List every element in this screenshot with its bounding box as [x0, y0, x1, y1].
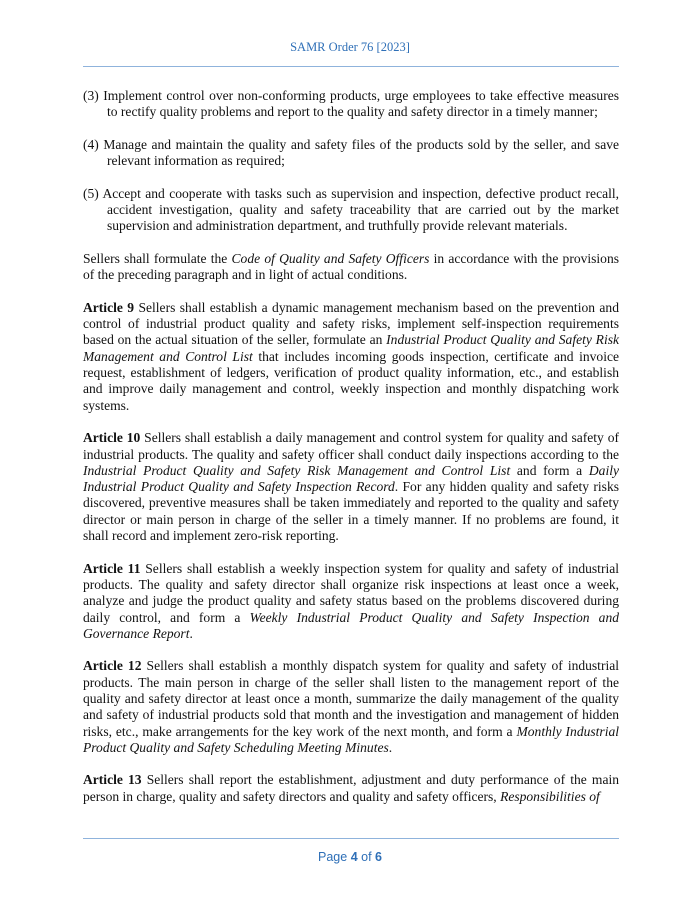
text-run: .	[388, 739, 393, 755]
total-page-number: 6	[375, 850, 382, 864]
text-run: Sellers shall establish a monthly dispatch system for quality and safety of industrial products. The main person in charge of the seller shall listen to the management report of the quality and safety director at least once a month, summarize the daily management of the quality and safety of industrial products sold that month and the investigation and management of hidden risks, etc., make arrangements for the key work of the next month, and form a	[83, 658, 619, 739]
footer-rule	[83, 838, 619, 839]
code-paragraph	[83, 251, 619, 284]
list-text: Implement control over non-conforming products, urge employees to take effective measures to rectify quality problems and report to the quality and safety director in a timely manner;	[103, 88, 619, 120]
article-9	[83, 300, 619, 414]
header-rule	[83, 66, 619, 67]
article-label: Article 11	[83, 560, 141, 576]
text-run: Sellers shall establish a weekly inspection system for quality and safety of industrial products. The quality and safety director shall organize risk inspections at least once a week, analyze and judge the product quality and safety status based on the problems discovered during daily control, and form a	[83, 560, 619, 625]
document-title-italic: Responsibilities of	[500, 788, 600, 804]
list-item-4	[83, 137, 619, 170]
list-text: Accept and cooperate with tasks such as supervision and inspection, defective product recall, accident investigation, quality and safety traceability that are carried out by the market supervision and administration department, and truthfully provide relevant materials.	[102, 185, 620, 234]
document-title-italic: Code of Quality and Safety Officers	[231, 250, 430, 266]
text-run: that includes incoming goods inspection, certificate and invoice request, establishment of ledgers, verification of product quality information, etc., and establish and improve daily management and control, weekly inspection and monthly dispatching work systems.	[83, 348, 619, 413]
current-page-number: 4	[350, 850, 358, 864]
list-item-3	[83, 88, 619, 121]
text-run: .	[189, 625, 193, 641]
article-label: Article 12	[83, 658, 142, 674]
list-number: (4)	[83, 136, 99, 152]
text-run: Sellers shall formulate the	[83, 250, 232, 266]
article-label: Article 13	[83, 772, 142, 788]
document-title-italic: Monthly Industrial Product Quality and Safety Scheduling Meeting Minutes	[83, 723, 619, 755]
of-word: of	[361, 850, 372, 864]
document-title-italic: Daily Industrial Product Quality and Safety Inspection Record	[83, 462, 619, 495]
article-label: Article 10	[83, 430, 141, 446]
text-run: Sellers shall report the establishment, adjustment and duty performance of the main person in charge, quality and safety directors and quality and safety officers,	[83, 772, 620, 804]
list-number: (3)	[83, 88, 99, 103]
running-header: SAMR Order 76 [2023]	[290, 40, 410, 54]
document-title-italic: Industrial Product Quality and Safety Risk Management and Control List	[83, 332, 619, 364]
text-run: and form a	[510, 462, 589, 478]
article-11	[83, 561, 619, 642]
article-10	[83, 430, 619, 544]
page-word: Page	[318, 850, 348, 864]
article-label: Article 9	[83, 299, 135, 315]
list-number: (5)	[83, 185, 99, 201]
text-run: Sellers shall establish a daily management and control system for quality and safety of industrial products. The quality and safety officer shall conduct daily inspections according to the	[83, 430, 619, 462]
text-run: Sellers shall establish a dynamic management mechanism based on the prevention and control of industrial product quality and safety risks, implement self-inspection requirements based on the actual situation of the seller, formulate an	[83, 299, 619, 348]
page-footer	[0, 850, 700, 864]
document-title-italic: Weekly Industrial Product Quality and Safety Inspection and Governance Report	[83, 609, 620, 641]
text-run: in accordance with the provisions of the preceding paragraph and in light of actual conditions.	[83, 250, 619, 283]
list-item-5	[83, 186, 619, 235]
list-text: Manage and maintain the quality and safety files of the products sold by the seller, and save relevant information as required;	[103, 136, 619, 169]
page-body	[83, 88, 619, 821]
article-13	[83, 772, 619, 805]
article-12	[83, 658, 619, 756]
document-title-italic: Industrial Product Quality and Safety Risk Management and Control List	[83, 462, 511, 478]
text-run: . For any hidden quality and safety risks discovered, preventive measures shall be taken immediately and reported to the quality and safety director or main person in charge of the seller in a timely manner. If no problems are found, it shall record and implement zero-risk reporting.	[83, 479, 619, 544]
